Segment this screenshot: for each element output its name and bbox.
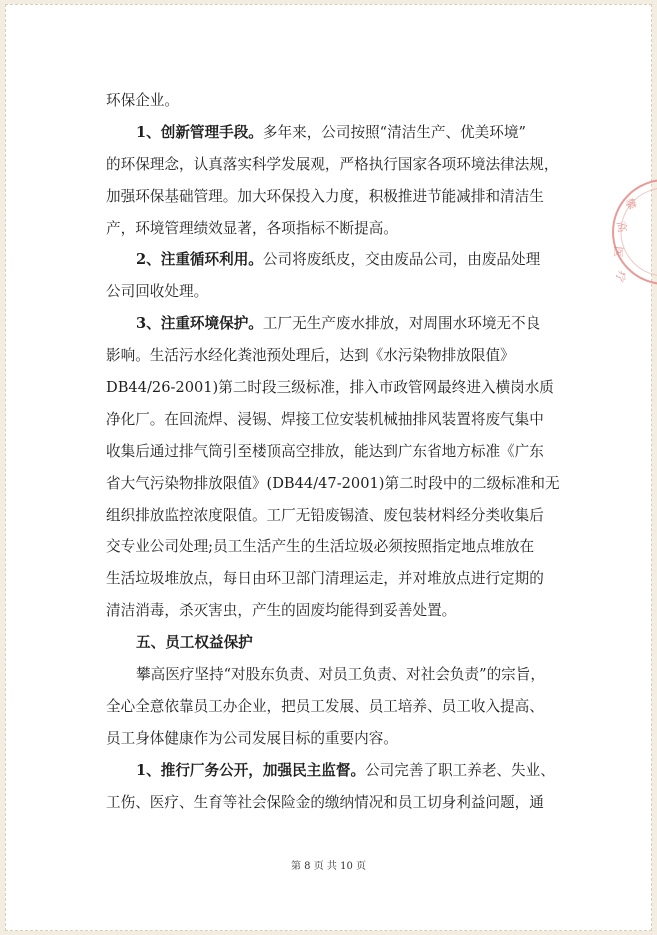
paragraph-line (106, 723, 570, 755)
document-page (5, 4, 652, 931)
document-body (106, 85, 570, 818)
body-text: 的环保理念，认真落实科学发展观，严格执行国家各项环境法律法规， (106, 155, 559, 173)
svg-text:医: 医 (611, 245, 625, 258)
body-text: 工厂无生产废水排放，对周围水环境无不良 (262, 315, 541, 333)
paragraph-line (106, 787, 570, 819)
paragraph-line (106, 244, 570, 276)
paragraph-line (106, 308, 570, 340)
bold-heading-text: 3、注重环境保护。 (136, 315, 263, 333)
page-footer: 第 8 页 共 10 页 (291, 861, 366, 872)
bold-heading-text: 1、推行厂务公开，加强民主监督。 (136, 761, 366, 779)
body-text: 工伤、医疗、生育等社会保险金的缴纳情况和员工切身利益问题，通 (106, 793, 544, 811)
body-text: 全心全意依靠员工办企业，把员工发展、员工培养、员工收入提高、 (106, 697, 544, 715)
paragraph-line (106, 531, 570, 563)
body-text: 组织排放监控浓度限值。工厂无铅废锡渣、废包装材料经分类收集后 (106, 506, 544, 524)
paragraph-line (106, 500, 570, 532)
body-text: 影响。生活污水经化粪池预处理后，达到《水污染物排放限值》 (106, 347, 515, 365)
svg-text:疗: 疗 (612, 268, 629, 284)
paragraph-line (106, 117, 570, 149)
body-text: 交专业公司处理;员工生活产生的生活垃圾必须按照指定地点堆放在 (106, 538, 535, 556)
paragraph-line (106, 691, 570, 723)
body-text: 多年来，公司按照“清洁生产、优美环境” (262, 123, 526, 141)
paragraph-line (106, 627, 570, 659)
paragraph-line (106, 755, 570, 787)
body-text: 清洁消毒，杀灭害虫，产生的固废均能得到妥善处置。 (106, 602, 457, 620)
body-text: 公司完善了职工养老、失业、 (365, 761, 555, 779)
paragraph-line (106, 340, 570, 372)
svg-text:攀: 攀 (622, 196, 639, 212)
paragraph-line (106, 181, 570, 213)
body-text: 攀高医疗坚持“对股东负责、对员工负责、对社会负责”的宗旨， (136, 666, 545, 684)
red-seal-stamp (603, 172, 657, 292)
body-text: 净化厂。在回流焊、浸锡、焊接工位安装机械抽排风装置将废气集中 (106, 410, 544, 428)
body-text: 员工身体健康作为公司发展目标的重要内容。 (106, 729, 398, 747)
paragraph-line (106, 563, 570, 595)
body-text: 生活垃圾堆放点，每日由环卫部门清理运走，并对堆放点进行定期的 (106, 570, 544, 588)
paragraph-line (106, 276, 570, 308)
bold-heading-text: 五、员工权益保护 (136, 634, 253, 652)
paragraph-line (106, 659, 570, 691)
body-text: 加强环保基础管理。加大环保投入力度，积极推进节能减排和清洁生 (106, 187, 544, 205)
paragraph-line (106, 85, 570, 117)
paragraph-line (106, 436, 570, 468)
body-text: 收集后通过排气筒引至楼顶高空排放，能达到广东省地方标准《广东 (106, 442, 544, 460)
bold-heading-text: 1、创新管理手段。 (136, 123, 263, 141)
paragraph-line (106, 404, 570, 436)
paragraph-line (106, 468, 570, 500)
svg-text:高: 高 (614, 220, 629, 234)
body-text: 公司回收处理。 (106, 283, 209, 301)
bold-heading-text: 2、注重循环利用。 (136, 251, 263, 269)
body-text: DB44/26-2001)第二时段三级标准，排入市政管网最终进入横岗水质 (106, 379, 554, 397)
paragraph-line (106, 595, 570, 627)
body-text: 公司将废纸皮，交由废品公司，由废品处理 (262, 251, 541, 269)
paragraph-line (106, 149, 570, 181)
paragraph-line (106, 213, 570, 245)
body-text: 省大气污染物排放限值》(DB44/47-2001)第二时段中的二级标准和无 (106, 474, 560, 492)
body-text: 产，环境管理绩效显著，各项指标不断提高。 (106, 219, 398, 237)
paragraph-line (106, 372, 570, 404)
body-text: 环保企业。 (106, 92, 179, 109)
